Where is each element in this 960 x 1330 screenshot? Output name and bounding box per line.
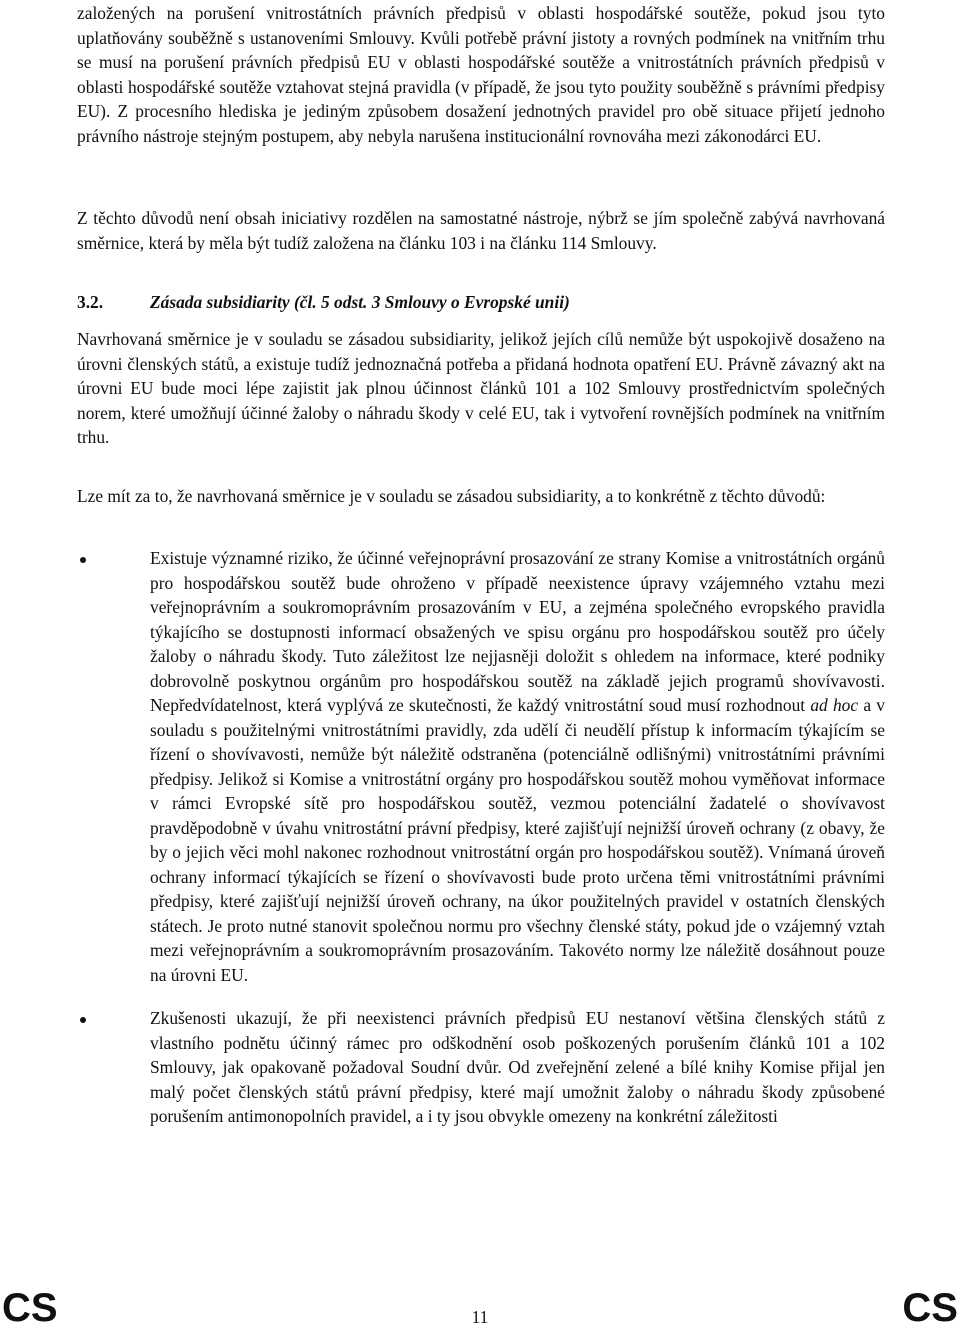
paragraph-2: Z těchto důvodů není obsah iniciativy rozdělen na samostatné nástroje, nýbrž se jím společně zabývá navrhovaná směrnice, která by měla být tudíž založena na článku 103 i na článku 114 Smlouvy. — [77, 208, 885, 253]
footer-language-left: CS — [2, 1286, 58, 1330]
italic-phrase: ad hoc — [810, 695, 859, 715]
section-title: Zásada subsidiarity (čl. 5 odst. 3 Smlouvy o Evropské unii) — [150, 292, 570, 312]
paragraph-4: Lze mít za to, že navrhovaná směrnice je v souladu se zásadou subsidiarity, a to konkrétně z těchto důvodů: — [77, 486, 826, 506]
paragraph-3: Navrhovaná směrnice je v souladu se zásadou subsidiarity, jelikož jejích cílů nemůže být uspokojivě dosaženo na úrovni členských států, a existuje tudíž jednoznačná potřeba a přidaná hodnota opatření EU. Právně závazný akt na úrovni EU bude moci lépe zajistit jak plnou účinnost článků 101 a 102 Smlouvy prostřednictvím společných norem, které umožňují účinné žaloby o náhradu škody v celé EU, tak i vytvoření rovnějších podmínek na vnitřním trhu. — [77, 329, 885, 447]
page-number: 11 — [471, 1307, 489, 1327]
bullet-text: Existuje významné riziko, že účinné veřejnoprávní prosazování ze strany Komise a vnitrostátních orgánů pro hospodářskou soutěž bude ohroženo v případě neexistence úpravy vzájemného vztahu mezi veřejnoprávním a soukromoprávním prosazováním v EU, a zejména společného evropského pravidla týkajícího se dostupnosti informací obsažených ve spisu orgánu pro hospodářskou soutěž pro účely žaloby o náhradu škody. Tuto záležitost lze nejjasněji doložit s ohledem na informace, které podniky dobrovolně poskytnou orgánům pro hospodářskou soutěž na základě jejich programů shovívavosti. Nepředvídatelnost, která vyplývá ze skutečnosti, že každý vnitrostátní soud musí rozhodnout ad hoc a v souladu s použitelnými vnitrostátními pravidly, zda udělí či neudělí přístup k informacím týkajícím se řízení o shovívavosti, nemůže být náležitě odstraněna (potenciálně odlišnými) vnitrostátními právními předpisy. Jelikož si Komise a vnitrostátní orgány pro hospodářskou soutěž mohou vyměňovat informace v rámci Evropské sítě pro hospodářskou soutěž, vezmou potenciální žadatelé o shovívavost pravděpodobně v úvahu vnitrostátní právní předpisy, které zajišťují nejnižší úroveň ochrany (z obavy, že by o jejich věci mohl nakonec rozhodnout vnitrostátní orgán pro hospodářskou soutěž). Vnímaná úroveň ochrany informací týkajících se řízení o shovívavosti bude proto určena těmi vnitrostátními právními předpisy, které zajišťují nejnižší úroveň ochrany, na úkor použitelných pravidel v ostatních členských státech. Je proto nutné stanovit společnou normu pro všechny členské státy, pokud jde o vzájemný vztah mezi veřejnoprávním a soukromoprávním prosazováním. Takovéto normy lze náležitě dosáhnout pouze na úrovni EU. — [150, 548, 885, 985]
paragraph-1: založených na porušení vnitrostátních právních předpisů v oblasti hospodářské soutěže, pokud jsou tyto uplatňovány souběžně s ustanoveními Smlouvy. Kvůli potřebě právní jistoty a rovných podmínek na vnitřním trhu se musí na porušení právních předpisů EU v oblasti hospodářské soutěže a vnitrostátních právních předpisů v oblasti hospodářské soutěže vztahovat stejná pravidla (v případě, že jsou tyto použity souběžně s právními předpisy EU). Z procesního hlediska je jediným způsobem dosažení jednotných pravidel pro obě situace přijetí jednoho právního nástroje stejným postupem, aby nebyla narušena institucionální rovnováha mezi zákonodárci EU. — [77, 3, 885, 146]
bullet-list — [77, 546, 885, 1129]
bullet-icon — [80, 1017, 86, 1023]
bullet-text: Zkušenosti ukazují, že při neexistenci právních předpisů EU nestanoví většina členských států z vlastního podnětu účinný rámec pro odškodnění osob poškozených porušením článků 101 a 102 Smlouvy, jak opakovaně požadoval Soudní dvůr. Od zveřejnění zelené a bílé knihy Komise přijal jen malý počet členských států právní předpisy, které mají umožnit žaloby o náhradu škody způsobené porušením antimonopolních pravidel, a i ty jsou obvykle omezeny na konkrétní záležitosti — [150, 1008, 885, 1126]
list-item — [77, 546, 885, 987]
bullet-icon — [80, 557, 86, 563]
list-item — [77, 1006, 885, 1129]
section-heading — [77, 290, 570, 314]
section-number: 3.2. — [77, 292, 104, 312]
footer-language-right: CS — [902, 1286, 958, 1330]
